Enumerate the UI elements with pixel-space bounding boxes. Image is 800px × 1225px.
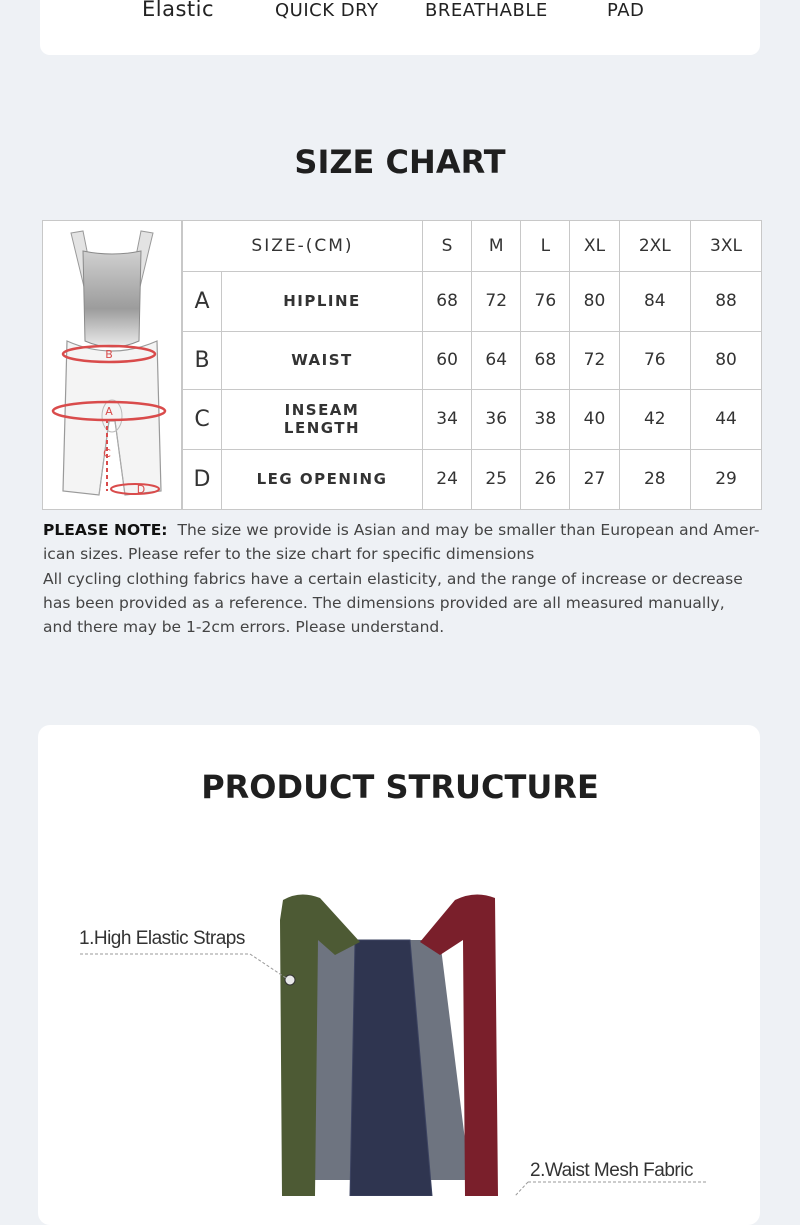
table-cell: 34 (423, 389, 472, 449)
size-table (182, 221, 761, 509)
table-row (183, 389, 762, 449)
size-header-label: SIZE-(CM) (183, 221, 423, 271)
table-cell: 68 (423, 271, 472, 331)
table-cell: 44 (691, 389, 761, 449)
table-cell: 27 (570, 449, 619, 509)
row-letter: B (183, 331, 222, 389)
table-cell: 38 (521, 389, 570, 449)
size-chart-title: SIZE CHART (294, 143, 506, 181)
table-cell: 76 (619, 331, 690, 389)
diagram-label-d: D (136, 483, 146, 496)
size-note (43, 518, 763, 639)
table-cell: 80 (570, 271, 619, 331)
table-cell: 80 (691, 331, 761, 389)
table-cell: 40 (570, 389, 619, 449)
table-row (183, 331, 762, 389)
note-line-2: ican sizes. Please refer to the size chart for specific dimensions (43, 545, 535, 564)
table-cell: 28 (619, 449, 690, 509)
bib-shorts-diagram (43, 221, 182, 509)
table-cell: 72 (570, 331, 619, 389)
bib-shorts-measurement-illustration (43, 221, 181, 509)
feature-quick-dry: QUICK DRY (275, 0, 379, 21)
table-cell: 88 (691, 271, 761, 331)
size-l: L (521, 221, 570, 271)
note-line-4: has been provided as a reference. The dimensions provided are all measured manually, (43, 593, 725, 612)
table-cell: 29 (691, 449, 761, 509)
table-cell: 76 (521, 271, 570, 331)
diagram-label-b: B (105, 348, 113, 361)
row-name: LEG OPENING (222, 449, 423, 509)
size-2xl: 2XL (619, 221, 690, 271)
table-cell: 26 (521, 449, 570, 509)
note-label: PLEASE NOTE: (43, 521, 168, 539)
size-3xl: 3XL (691, 221, 761, 271)
table-cell: 68 (521, 331, 570, 389)
row-letter: D (183, 449, 222, 509)
size-chart-table (42, 220, 762, 510)
table-cell: 84 (619, 271, 690, 331)
callout-waist-mesh-fabric: 2.Waist Mesh Fabric (530, 1160, 693, 1181)
row-letter: C (183, 389, 222, 449)
feature-elastic: Elastic (142, 0, 215, 21)
diagram-label-a: A (105, 405, 113, 418)
table-cell: 42 (619, 389, 690, 449)
table-cell: 64 (472, 331, 521, 389)
product-structure-title: PRODUCT STRUCTURE (201, 768, 599, 806)
feature-breathable: BREATHABLE (425, 0, 548, 21)
feature-card (40, 0, 760, 55)
note-line-3: All cycling clothing fabrics have a certain elasticity, and the range of increase or decrease (43, 569, 743, 588)
table-cell: 60 (423, 331, 472, 389)
note-line-1: PLEASE NOTE: The size we provide is Asian and may be smaller than European and Amer- (43, 521, 760, 539)
table-cell: 25 (472, 449, 521, 509)
row-name: INSEAM LENGTH (222, 389, 423, 449)
diagram-label-c: C (103, 447, 111, 460)
size-m: M (472, 221, 521, 271)
size-xl: XL (570, 221, 619, 271)
note-line-5: and there may be 1-2cm errors. Please understand. (43, 618, 445, 637)
table-row (183, 449, 762, 509)
size-s: S (423, 221, 472, 271)
row-letter: A (183, 271, 222, 331)
table-cell: 24 (423, 449, 472, 509)
row-name: HIPLINE (222, 271, 423, 331)
table-row (183, 271, 762, 331)
size-header-row (183, 221, 762, 271)
callout-high-elastic-straps: 1.High Elastic Straps (79, 928, 245, 949)
table-cell: 72 (472, 271, 521, 331)
row-name: WAIST (222, 331, 423, 389)
table-cell: 36 (472, 389, 521, 449)
feature-pad: PAD (607, 0, 645, 21)
